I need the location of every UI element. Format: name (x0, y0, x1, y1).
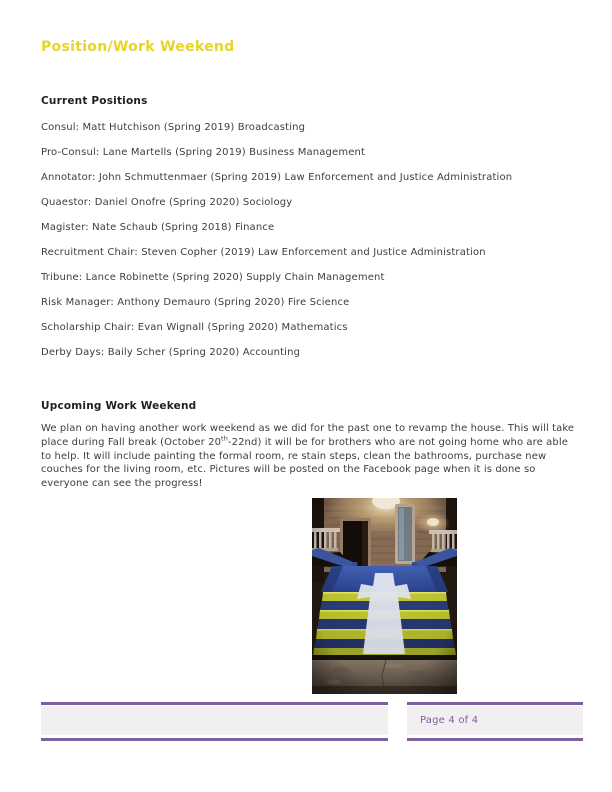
position-line: Consul: Matt Hutchison (Spring 2019) Broadcasting (41, 122, 306, 133)
footer-rule-bottom (41, 738, 388, 741)
page-number-label: Page 4 of 4 (407, 706, 583, 735)
footer-left-box (41, 702, 388, 741)
position-line: Magister: Nate Schaub (Spring 2018) Finance (41, 222, 275, 233)
positions-list (41, 122, 581, 372)
paragraph-text: We plan on having another work weekend as we did for the past one to revamp the house. This will take place during Fall break (October 20 (41, 423, 575, 448)
footer-page-number-box (407, 702, 583, 741)
position-line: Scholarship Chair: Evan Wignall (Spring 2020) Mathematics (41, 322, 348, 333)
current-positions-heading: Current Positions (41, 95, 148, 107)
position-line: Quaestor: Daniel Onofre (Spring 2020) Sociology (41, 197, 293, 208)
position-line: Risk Manager: Anthony Demauro (Spring 2020) Fire Science (41, 297, 350, 308)
work-weekend-paragraph (41, 422, 577, 491)
position-line: Derby Days: Baily Scher (Spring 2020) Accounting (41, 347, 301, 358)
position-line: Recruitment Chair: Steven Copher (2019) Law Enforcement and Justice Administration (41, 247, 486, 258)
position-line: Annotator: John Schmuttenmaer (Spring 2019) Law Enforcement and Justice Administration (41, 172, 513, 183)
ordinal-superscript: th (221, 434, 228, 443)
position-line: Pro-Consul: Lane Martells (Spring 2019) Business Management (41, 147, 366, 158)
photo-painted-steps (312, 498, 457, 694)
footer-left-fill (41, 706, 388, 735)
upcoming-work-weekend-heading: Upcoming Work Weekend (41, 400, 197, 412)
page-title: Position/Work Weekend (41, 39, 235, 55)
paragraph-text: -22nd) it will be for brothers who are not going home who are able to help. It will include painting the formal room, re stain steps, clean the bathrooms, purchase new couches for the living room, etc. Pictures will be posted on the Facebook page when it is done so everyone can see the progress! (41, 436, 568, 490)
position-line: Tribune: Lance Robinette (Spring 2020) Supply Chain Management (41, 272, 385, 283)
footer-rule-bottom (407, 738, 583, 741)
